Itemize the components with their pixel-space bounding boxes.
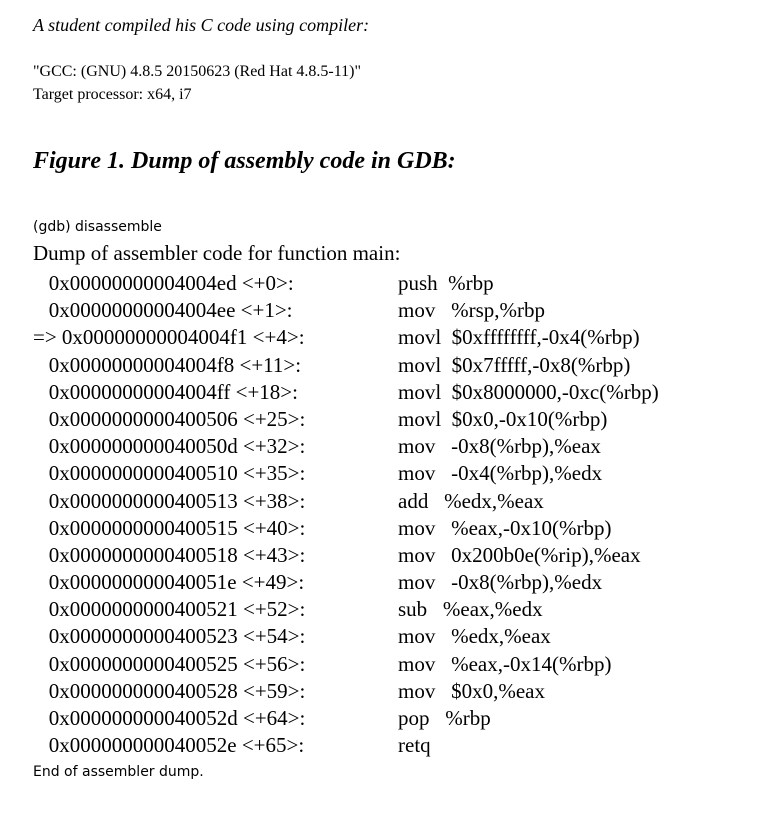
asm-address: 0x000000000040051e <+49>: bbox=[33, 570, 305, 595]
gdb-command: (gdb) disassemble bbox=[33, 219, 162, 235]
asm-address: 0x00000000004004f8 <+11>: bbox=[33, 352, 302, 377]
asm-instruction: mov -0x8(%rbp),%eax bbox=[398, 434, 601, 459]
compiler-version: "GCC: (GNU) 4.8.5 20150623 (Red Hat 4.8.5-11)" bbox=[33, 63, 361, 80]
asm-address: 0x0000000000400515 <+40>: bbox=[33, 515, 306, 540]
asm-address: 0x0000000000400525 <+56>: bbox=[33, 651, 306, 676]
asm-instruction: movl $0x7fffff,-0x8(%rbp) bbox=[398, 352, 631, 377]
asm-instruction: movl $0x8000000,-0xc(%rbp) bbox=[398, 379, 659, 404]
asm-instruction: mov -0x8(%rbp),%edx bbox=[398, 570, 603, 595]
asm-instruction: retq bbox=[398, 733, 431, 758]
asm-instruction: mov %eax,-0x10(%rbp) bbox=[398, 515, 612, 540]
figure-caption: Figure 1. Dump of assembly code in GDB: bbox=[33, 148, 456, 174]
asm-address: => 0x00000000004004f1 <+4>: bbox=[33, 325, 305, 350]
asm-address: 0x0000000000400513 <+38>: bbox=[33, 488, 306, 513]
asm-instruction: mov 0x200b0e(%rip),%eax bbox=[398, 542, 641, 567]
asm-address: 0x00000000004004ed <+0>: bbox=[33, 271, 294, 295]
asm-address: 0x000000000040050d <+32>: bbox=[33, 434, 306, 459]
intro-text: A student compiled his C code using compiler: bbox=[33, 15, 370, 35]
asm-address: 0x0000000000400510 <+35>: bbox=[33, 461, 306, 486]
asm-instruction: sub %eax,%edx bbox=[398, 597, 543, 622]
asm-address: 0x0000000000400506 <+25>: bbox=[33, 406, 306, 431]
asm-instruction: add %edx,%eax bbox=[398, 488, 544, 513]
target-processor: Target processor: x64, i7 bbox=[33, 86, 192, 103]
asm-instruction: movl $0x0,-0x10(%rbp) bbox=[398, 406, 608, 431]
asm-address: 0x0000000000400518 <+43>: bbox=[33, 542, 306, 567]
asm-address: 0x00000000004004ee <+1>: bbox=[33, 298, 293, 323]
asm-instruction: mov %rsp,%rbp bbox=[398, 298, 545, 323]
asm-address: 0x0000000000400521 <+52>: bbox=[33, 597, 306, 622]
asm-instruction: push %rbp bbox=[398, 271, 494, 295]
asm-address: 0x00000000004004ff <+18>: bbox=[33, 379, 298, 404]
asm-instruction: mov $0x0,%eax bbox=[398, 678, 545, 703]
asm-address: 0x000000000040052e <+65>: bbox=[33, 733, 305, 758]
asm-address: 0x000000000040052d <+64>: bbox=[33, 706, 306, 730]
asm-instruction: mov %edx,%eax bbox=[398, 624, 551, 649]
asm-instruction: pop %rbp bbox=[398, 706, 491, 730]
asm-instruction: mov -0x4(%rbp),%edx bbox=[398, 461, 603, 486]
asm-instruction: mov %eax,-0x14(%rbp) bbox=[398, 651, 612, 676]
asm-address: 0x0000000000400523 <+54>: bbox=[33, 624, 306, 649]
asm-address: 0x0000000000400528 <+59>: bbox=[33, 678, 306, 703]
dump-header: Dump of assembler code for function main: bbox=[33, 241, 401, 265]
end-of-dump: End of assembler dump. bbox=[33, 764, 204, 780]
asm-instruction: movl $0xffffffff,-0x4(%rbp) bbox=[398, 325, 640, 350]
